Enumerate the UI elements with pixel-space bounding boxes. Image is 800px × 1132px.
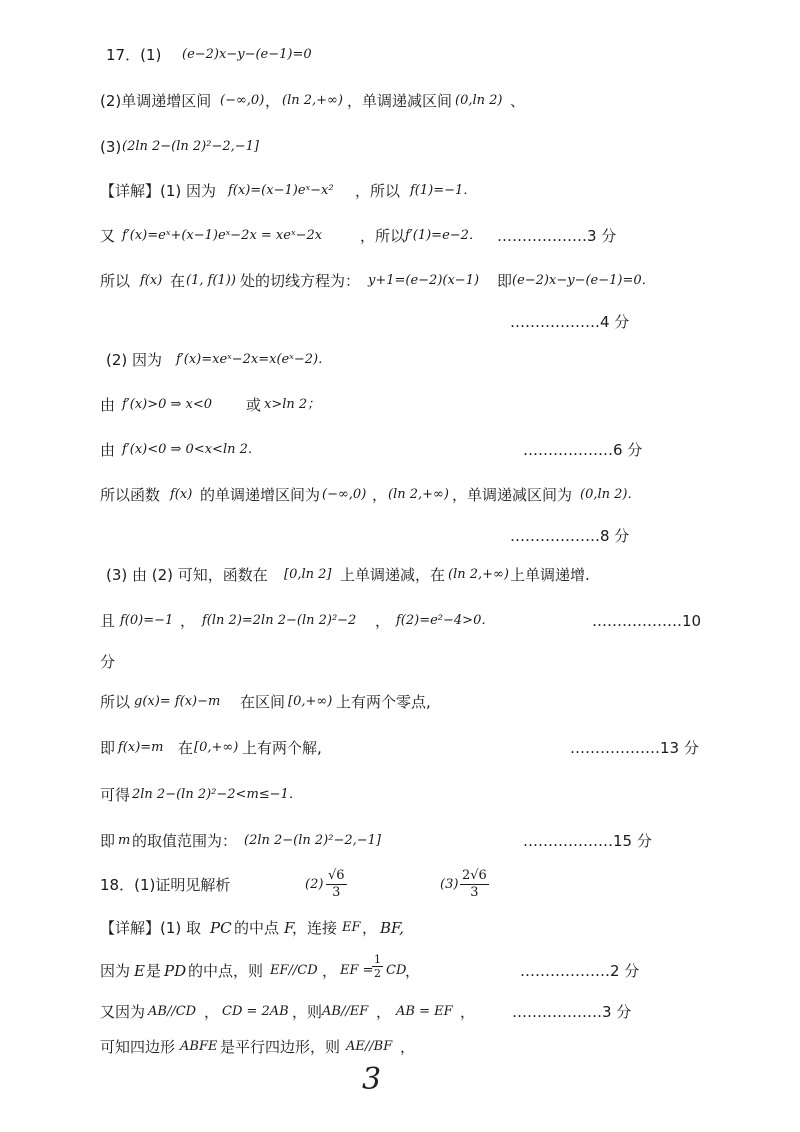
q18-l4-mid: 是平行四边形，则 <box>220 1038 341 1056</box>
q17-l13-mid: 上单调递减，在 <box>340 566 446 584</box>
q17-l11-sep: ， <box>372 486 388 504</box>
q17-l5-pre: 又 <box>100 227 116 245</box>
q17-l11-mid: 的单调递增区间为 <box>200 486 321 504</box>
q18-ans3-fraction <box>460 868 489 901</box>
q17-l17-at: 在 <box>178 739 194 757</box>
q17-detail-3 <box>0 266 800 296</box>
q17-detail-6 <box>0 435 800 465</box>
q17-l11-pre: 所以函数 <box>100 486 161 504</box>
score-3b: ………………3 分 <box>512 1003 632 1021</box>
q18-l4-end: ， <box>400 1038 416 1056</box>
q17-l16-end: 上有两个零点, <box>336 693 431 711</box>
q17-answer2-dec: (0,ln 2) <box>455 93 503 108</box>
q17-l14-pre: 且 <box>100 612 116 630</box>
q17-l6-eq: y+1=(e−2)(x−1) <box>368 273 480 288</box>
q18-l1-bf: BF, <box>380 919 404 937</box>
q17-detail-label: 【详解】(1) 因为 <box>100 182 217 200</box>
q17-answer2-mid: ，单调递减区间 <box>347 92 453 110</box>
q17-answer-2 <box>0 86 800 116</box>
q17-detail-5 <box>0 390 800 420</box>
q18-l2-is: 是 <box>146 962 162 980</box>
q18-l2-mid: 的中点，则 <box>188 962 264 980</box>
q18-l3-sep2: ， <box>376 1003 392 1021</box>
q18-l2-ef: EF = <box>340 963 374 978</box>
q17-l6-at: 在 <box>170 272 186 290</box>
q17-detail-1 <box>0 176 800 206</box>
q17-l16-math: g(x)= f(x)−m <box>134 694 221 709</box>
q18-l4-m2: AE//BF <box>346 1039 393 1054</box>
q18-l3-m1: AB//CD <box>148 1004 197 1019</box>
q18-l3-m3: AB//EF <box>322 1004 369 1019</box>
score-10: ………………10 <box>592 612 702 630</box>
q18-l2-cd: CD <box>386 963 407 978</box>
q17-l11-dec: (0,ln 2)． <box>580 487 641 502</box>
q17-answer2-prefix: (2)单调递增区间 <box>100 92 212 110</box>
score-2: ………………2 分 <box>520 962 640 980</box>
q17-l13-pre: (3) 由 (2) 可知，函数在 <box>106 566 268 584</box>
q17-l17-end: 上有两个解, <box>242 739 322 757</box>
q17-l5-val: f′(1)=e−2． <box>405 228 482 243</box>
q18-l3-sep1: ， <box>204 1003 220 1021</box>
q17-l5-so: ，所以 <box>360 227 406 245</box>
score-6: ………………6 分 <box>523 441 643 459</box>
q18-l4-m1: ABFE <box>180 1039 218 1054</box>
q18-l2-end: ， <box>405 962 421 980</box>
q17-detail-so: ，所以 <box>355 182 401 200</box>
q18-detail-3 <box>0 997 800 1027</box>
q17-l5-math: f′(x)=eˣ+(x−1)eˣ−2x = xeˣ−2x <box>122 228 323 243</box>
q17-detail-7 <box>0 480 800 510</box>
q18-l1-ef: EF <box>342 920 361 935</box>
q18-answers <box>0 870 800 914</box>
q17-l19-math: (2ln 2−(ln 2)²−2,−1] <box>244 833 381 848</box>
q17-l17-math: f(x)=m <box>118 740 164 755</box>
q17-detail-10 <box>0 687 800 717</box>
q17-answer2-end: 、 <box>510 92 526 110</box>
q18-l3-m2: CD = 2AB <box>222 1004 289 1019</box>
q18-l1-link: ，连接 <box>292 919 338 937</box>
q17-answer1-expr: (e−2)x−y−(e−1)=0 <box>182 47 312 62</box>
q17-l13-int1: [0,ln 2] <box>284 567 332 582</box>
q17-l8-pre: (2) 因为 <box>106 351 163 369</box>
q18-l1-sep: ， <box>362 919 378 937</box>
q17-score-8-line <box>0 521 800 551</box>
q17-detail-11 <box>0 733 800 763</box>
q18-l2-half-den: 2 <box>374 967 381 980</box>
q17-detail-2 <box>0 221 800 251</box>
q17-detail-12 <box>0 780 800 810</box>
q18-ans2-label: (2) <box>305 877 324 892</box>
q18-header: 18．(1)证明见解析 <box>100 876 231 894</box>
q17-l14-m3: f(2)=e²−4>0． <box>396 613 495 628</box>
q17-answer-3 <box>0 132 800 162</box>
q17-l19-mid: 的取值范围为： <box>132 832 238 850</box>
q18-l3-end: ， <box>460 1003 476 1021</box>
score-4: ………………4 分 <box>510 313 630 331</box>
q17-detail-8 <box>0 560 800 590</box>
q18-l3-pre: 又因为 <box>100 1003 146 1021</box>
q17-answer3-expr: (2ln 2−(ln 2)²−2,−1] <box>122 139 259 154</box>
q18-ans2-den: 3 <box>332 885 341 900</box>
score-15: ………………15 分 <box>523 832 652 850</box>
q17-answer-1 <box>0 40 800 70</box>
q17-l6-pre: 所以 <box>100 272 131 290</box>
q17-answer2-inc2: (ln 2,+∞) <box>282 93 343 108</box>
q17-l14-m2: f(ln 2)=2ln 2−(ln 2)²−2 <box>202 613 357 628</box>
q17-l17-int: [0,+∞) <box>194 740 239 755</box>
q17-l9-pre: 由 <box>100 396 116 414</box>
q17-l14-m1: f(0)=−1 <box>120 613 174 628</box>
score-13: ………………13 分 <box>570 739 699 757</box>
q17-detail-13 <box>0 826 800 856</box>
q17-l10-pre: 由 <box>100 441 116 459</box>
q18-detail-2 <box>0 953 800 986</box>
q17-l8-math: f′(x)=xeˣ−2x=x(eˣ−2)． <box>176 352 332 367</box>
q17-score-10-unit <box>0 647 800 677</box>
q17-detail-f1: f(1)=−1． <box>410 183 477 198</box>
q18-l3-m4: AB = EF <box>396 1004 453 1019</box>
q17-l18-pre: 可得 <box>100 786 131 804</box>
q17-l13-int2: (ln 2,+∞) <box>448 567 509 582</box>
q17-detail-4 <box>0 345 800 375</box>
q17-answer3-prefix: (3) <box>100 138 122 156</box>
q17-l19-pre: 即 <box>100 832 116 850</box>
q18-ans3-den: 3 <box>470 885 479 900</box>
q18-detail-1 <box>0 913 800 943</box>
q17-detail-9 <box>0 606 800 636</box>
q17-l15-fen: 分 <box>100 653 116 671</box>
q17-l14-sep1: ， <box>180 612 196 630</box>
q18-l2-half <box>372 953 383 980</box>
q17-l13-end: 上单调递增. <box>510 566 590 584</box>
q17-l14-sep2: ， <box>375 612 391 630</box>
q17-l17-pre: 即 <box>100 739 116 757</box>
page-number: 3 <box>362 1062 382 1097</box>
q18-l2-pre: 因为 <box>100 962 131 980</box>
q18-l2-half-num: 1 <box>374 953 381 966</box>
q18-l2-pd: PD <box>164 962 187 980</box>
score-3: ………………3 分 <box>497 227 617 245</box>
q17-l16-pre: 所以 <box>100 693 131 711</box>
q18-l2-e: E <box>134 962 145 980</box>
q17-l16-int: [0,+∞) <box>288 694 333 709</box>
q17-detail-f: f(x)=(x−1)eˣ−x² <box>228 183 334 198</box>
q17-l6-ji: 即 <box>497 272 513 290</box>
score-8: ………………8 分 <box>510 527 630 545</box>
q17-answer2-inc1: (−∞,0) <box>220 93 265 108</box>
q17-l10-math: f′(x)<0 ⇒ 0<x<ln 2． <box>122 442 261 457</box>
q17-l11-mid2: ，单调递减区间为 <box>452 486 573 504</box>
q18-ans3-label: (3) <box>440 877 459 892</box>
q18-l3-mid: ，则 <box>292 1003 323 1021</box>
q17-l11-inc2: (ln 2,+∞) <box>388 487 449 502</box>
q18-l2-sep: ， <box>322 962 338 980</box>
q18-l4-pre: 可知四边形 <box>100 1038 176 1056</box>
q18-l1-pc: PC <box>210 919 232 937</box>
q17-answer2-sep: ， <box>265 92 281 110</box>
q17-l9-math: f′(x)>0 ⇒ x<0 <box>122 397 213 412</box>
q17-header: 17．(1) <box>106 46 162 64</box>
q18-ans2-fraction <box>326 868 347 901</box>
q17-l16-mid: 在区间 <box>240 693 286 711</box>
q18-l2-m1: EF//CD <box>270 963 318 978</box>
q17-l9-or: 或 <box>246 396 262 414</box>
q17-l6-pt: (1, f(1)) <box>186 273 236 288</box>
q17-score-4-line <box>0 307 800 337</box>
q17-l6-fx: f(x) <box>140 273 163 288</box>
q17-l6-mid: 处的切线方程为： <box>240 272 361 290</box>
q17-l18-math: 2ln 2−(ln 2)²−2<m≤−1． <box>132 787 302 802</box>
q18-l1-f: F <box>284 919 295 937</box>
q18-ans3-num: 2√6 <box>462 868 487 883</box>
q18-ans2-num: √6 <box>328 868 345 883</box>
q17-l6-eq2: (e−2)x−y−(e−1)=0． <box>512 273 655 288</box>
q17-l9-math2: x>ln 2； <box>264 397 321 412</box>
q17-l11-inc1: (−∞,0) <box>322 487 367 502</box>
q18-l1-pre: 【详解】(1) 取 <box>100 919 202 937</box>
q18-detail-4 <box>0 1032 800 1062</box>
q18-l1-mid: 的中点 <box>234 919 280 937</box>
q17-l11-fx: f(x) <box>170 487 193 502</box>
q17-l19-m: m <box>118 833 131 848</box>
